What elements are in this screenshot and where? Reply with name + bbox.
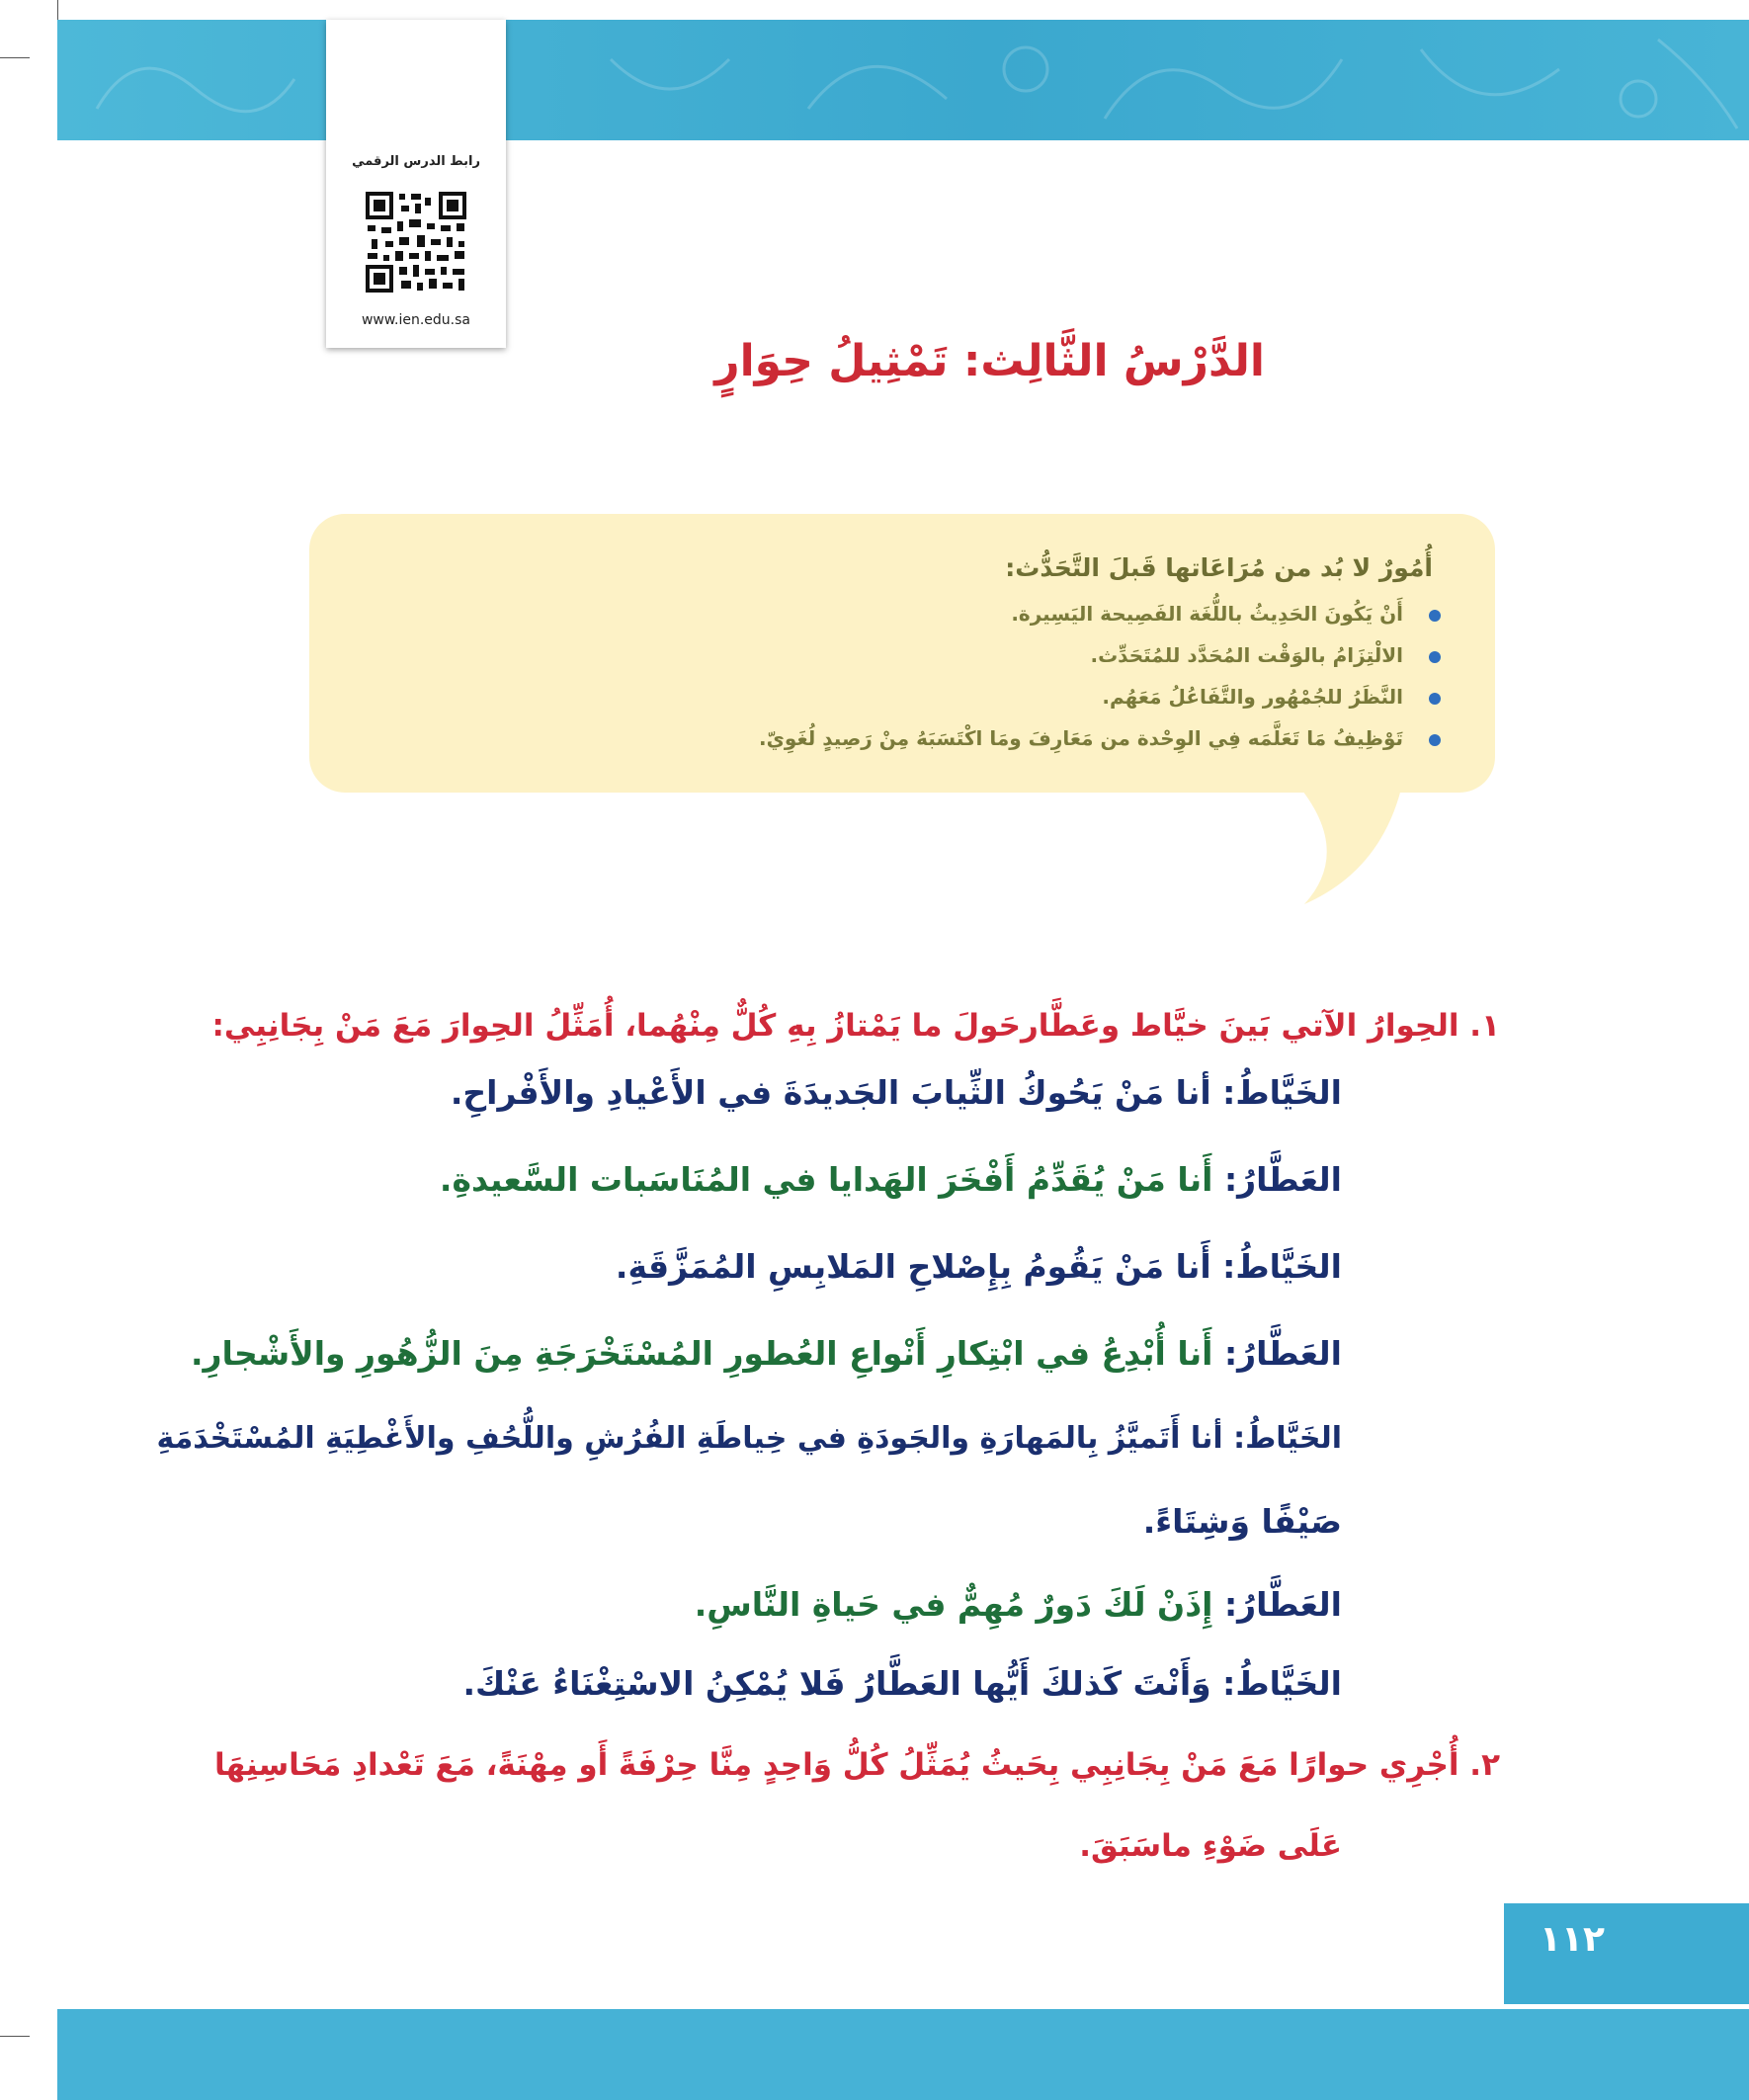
crop-mark	[0, 2036, 30, 2037]
dialogue-text: أَنا أُبْدِعُ في ابْتِكارِ أَنْواعِ العُطورِ المُسْتَخْرَجَةِ مِنَ الزُّهُورِ والأَشْجارِ.	[191, 1334, 1224, 1373]
qr-card[interactable]	[326, 20, 506, 348]
speaker-label: الخَيَّاطُ:	[1222, 1247, 1342, 1286]
footer-band	[57, 2009, 1749, 2100]
bullet-icon	[1429, 693, 1441, 705]
tips-box	[759, 553, 1453, 768]
exercise2-instruction-cont: عَلَى ضَوْءِ ماسَبَقَ.	[1079, 1828, 1342, 1864]
dialogue-line	[1143, 1502, 1342, 1541]
qr-label: رابط الدرس الرقمي	[352, 154, 480, 169]
dialogue-line	[157, 1421, 1343, 1456]
tips-list	[759, 602, 1453, 768]
tips-list-item: الالْتِزَامُ بالوَقْت المُحَدَّد للمُتَحَدِّث.	[759, 643, 1453, 685]
lesson-title: الدَّرْسُ الثَّالِث: تَمْثِيلُ حِوَارٍ	[714, 336, 1265, 386]
speaker-label: العَطَّارُ:	[1223, 1160, 1342, 1199]
speaker-label: الخَيَّاطُ:	[1222, 1073, 1342, 1112]
dialogue-text: صَيْفًا وَشِتَاءً.	[1142, 1502, 1342, 1541]
crop-mark	[57, 0, 58, 20]
header-band	[57, 20, 1749, 140]
speaker-label: العَطَّارُ:	[1223, 1585, 1342, 1624]
dialogue-line	[462, 1664, 1342, 1703]
exercise1-instruction: ١. الحِوارُ الآتي بَينَ خيَّاط وعَطَّارحَولَ ما يَمْتازُ بِهِ كُلٌّ مِنْهُما، أُمَثِّلُ الحِوارَ مَعَ مَنْ بِجَانِبِي:	[211, 1008, 1500, 1044]
dialogue-line	[616, 1247, 1342, 1286]
crop-mark	[0, 57, 30, 58]
dialogue-line	[451, 1073, 1342, 1112]
qr-url[interactable]: www.ien.edu.sa	[361, 312, 471, 328]
dialogue-text: أَنا مَنْ يَقُومُ بِإِصْلاحِ المَلابِسِ المُمَزَّقَةِ.	[615, 1247, 1223, 1286]
arabesque-pattern	[57, 20, 1749, 140]
dialogue-text: وَأَنْتَ كَذلكَ أَيُّها العَطَّارُ فَلا يُمْكِنُ الاسْتِغْنَاءُ عَنْكَ.	[462, 1664, 1223, 1703]
dialogue-text: أنا مَنْ يَحُوكُ الثِّيابَ الجَديدَةَ في الأَعْيادِ والأَفْراحِ.	[450, 1073, 1223, 1112]
tips-list-item: النَّظَرُ للجُمْهُور والتَّفَاعُلُ مَعَهُم.	[759, 685, 1453, 726]
qr-code-icon[interactable]	[364, 190, 468, 294]
exercise2-instruction: ٢. أُجْرِي حوارًا مَعَ مَنْ بِجَانِبِي بِحَيثُ يُمَثِّلُ كُلُّ وَاحِدٍ مِنَّا حِرْفَةً أَو مِهْنَةً، مَعَ تَعْدادِ مَحَاسِنِهَا	[213, 1747, 1500, 1783]
tips-heading: أُمُورٌ لا بُد من مُرَاعَاتها قَبلَ التَّحَدُّث:	[1005, 553, 1433, 582]
tips-list-item: أَنْ يَكُونَ الحَدِيثُ باللُّغَة الفَصِيحة اليَسِيرة.	[759, 602, 1453, 643]
page-number: ١١٢	[1540, 1919, 1605, 1960]
bullet-icon	[1429, 651, 1441, 663]
dialogue-text: إِذَنْ لَكَ دَورٌ مُهِمٌّ في حَياةِ النَّاسِ.	[694, 1585, 1224, 1624]
speaker-label: الخَيَّاطُ:	[1233, 1421, 1342, 1456]
tips-list-item: تَوْظِيفُ مَا تَعَلَّمَه فِي الوِحْدة من مَعَارِفَ ومَا اكْتَسَبَهُ مِنْ رَصِيدٍ لُغَوِيّ.	[759, 726, 1453, 768]
speech-bubble-tail	[1285, 781, 1423, 909]
bullet-icon	[1429, 734, 1441, 746]
speaker-label: العَطَّارُ:	[1223, 1334, 1342, 1373]
dialogue-text: أَنا مَنْ يُقَدِّمُ أَفْخَرَ الهَدايا في المُنَاسَبات السَّعيدةِ.	[439, 1160, 1224, 1199]
bullet-icon	[1429, 610, 1441, 622]
speaker-label: الخَيَّاطُ:	[1222, 1664, 1342, 1703]
dialogue-text: أنا أَتَميَّزُ بِالمَهارَةِ والجَودَةِ في خِياطَةِ الفُرُشِ واللُّحُفِ والأَغْطِيَةِ المُسْتَخْدَمَةِ	[156, 1421, 1234, 1456]
dialogue-line	[695, 1585, 1342, 1624]
dialogue-line	[191, 1334, 1342, 1373]
dialogue-line	[440, 1160, 1342, 1199]
